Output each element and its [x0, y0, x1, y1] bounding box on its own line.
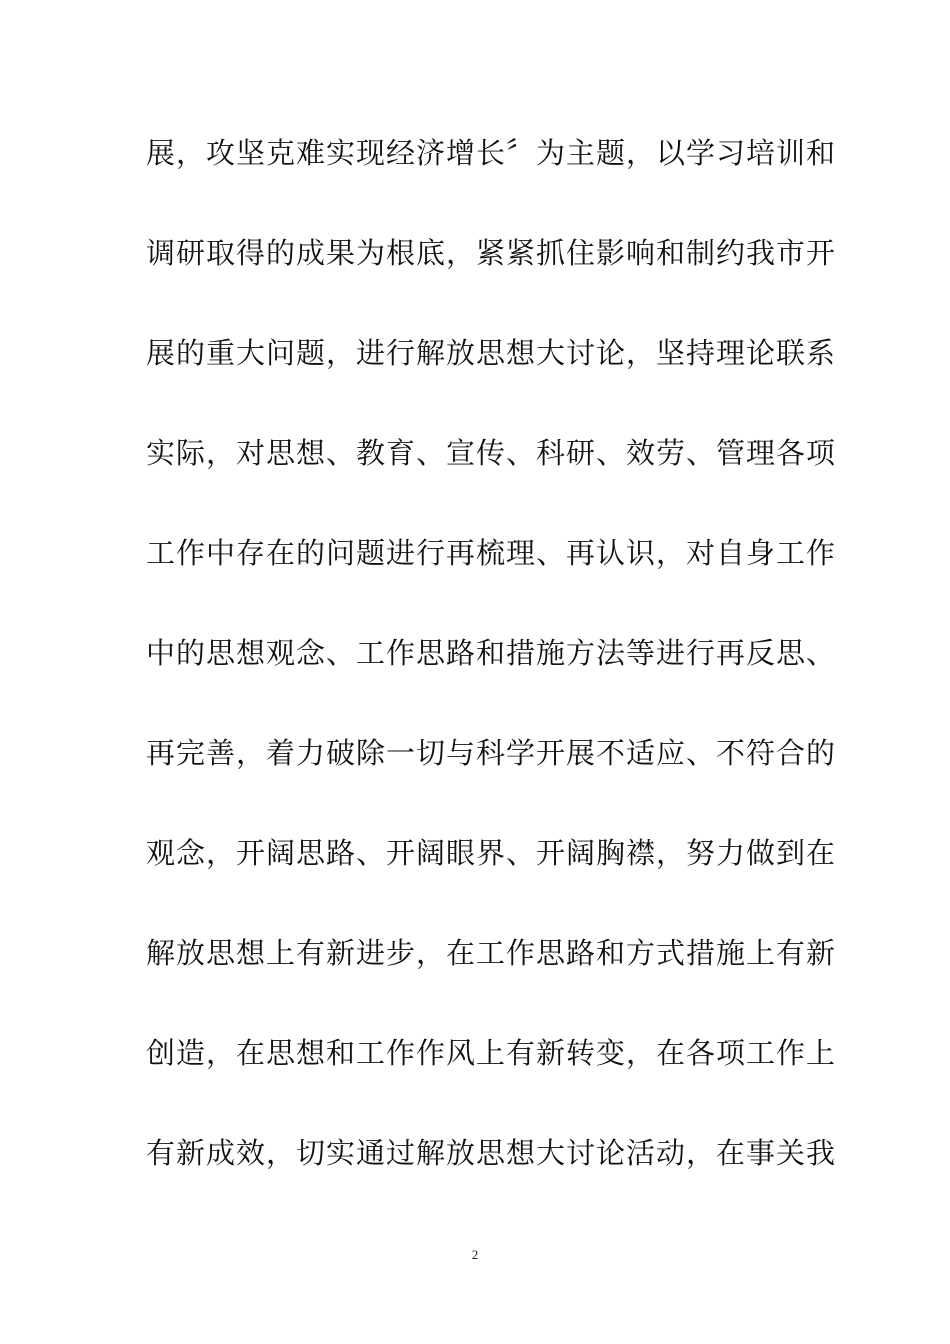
- text-line: 观念，开阔思路、开阔眼界、开阔胸襟，努力做到在: [146, 836, 837, 870]
- body-paragraph: [146, 130, 837, 1230]
- text-line: 调研取得的成果为根底，紧紧抓住影响和制约我市开: [146, 236, 837, 270]
- text-line: 解放思想上有新进步，在工作思路和方式措施上有新: [146, 936, 837, 970]
- text-line: 有新成效，切实通过解放思想大讨论活动，在事关我: [146, 1136, 837, 1170]
- text-line: 实际，对思想、教育、宣传、科研、效劳、管理各项: [146, 436, 837, 470]
- text-line: 展的重大问题，进行解放思想大讨论，坚持理论联系: [146, 336, 837, 370]
- text-line: 中的思想观念、工作思路和措施方法等进行再反思、: [146, 636, 837, 670]
- text-line: 创造，在思想和工作作风上有新转变，在各项工作上: [146, 1036, 837, 1070]
- text-line: 展，攻坚克难实现经济增长〞为主题，以学习培训和: [146, 136, 837, 170]
- text-line: 工作中存在的问题进行再梳理、再认识，对自身工作: [146, 536, 837, 570]
- page-number: 2: [471, 1247, 479, 1262]
- text-line: 再完善，着力破除一切与科学开展不适应、不符合的: [146, 736, 837, 770]
